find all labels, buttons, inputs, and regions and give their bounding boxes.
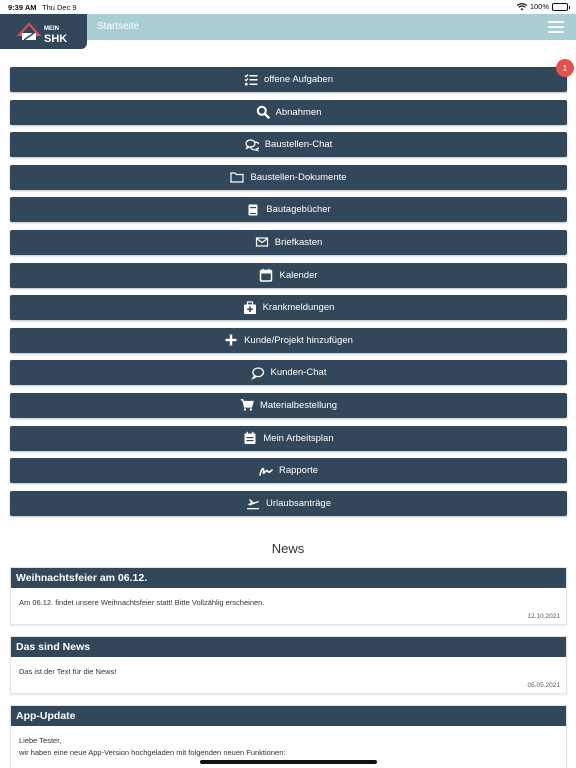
menu-button-materialbestellung[interactable] bbox=[10, 393, 567, 418]
calendar-icon bbox=[259, 268, 273, 282]
news-date: 12.10.2021 bbox=[527, 613, 560, 620]
menu-button-offene-aufgaben[interactable] bbox=[10, 63, 568, 92]
envelope-icon bbox=[255, 235, 269, 249]
menu-button-bautagebuecher[interactable] bbox=[10, 197, 567, 222]
menu-label: Baustellen-Dokumente bbox=[250, 171, 347, 183]
menu-button-mein-arbeitsplan[interactable] bbox=[10, 426, 567, 451]
news-title: Das sind News bbox=[11, 637, 566, 657]
news-body-line: Liebe Tester, bbox=[19, 736, 62, 745]
status-time: 9:39 AM bbox=[8, 3, 37, 12]
schedule-icon bbox=[243, 431, 257, 445]
status-right bbox=[517, 2, 568, 11]
menu-label: Materialbestellung bbox=[259, 399, 338, 411]
news-item[interactable] bbox=[10, 636, 567, 694]
menu-label: Mein Arbeitsplan bbox=[263, 432, 334, 444]
menu-label: Kunden-Chat bbox=[270, 367, 327, 379]
logo-text-bottom: SHK bbox=[44, 33, 68, 45]
news-body bbox=[11, 726, 566, 763]
wifi-icon bbox=[517, 3, 527, 11]
folder-icon bbox=[230, 170, 244, 184]
menu-label: Baustellen-Chat bbox=[264, 139, 333, 151]
menu-button-baustellen-dokumente[interactable] bbox=[10, 165, 567, 190]
news-body: Am 06.12. findet unsere Weihnachtsfeier statt! Bitte Vollzählig erscheinen. bbox=[19, 598, 265, 607]
logo-mark-icon bbox=[16, 21, 42, 43]
signature-icon bbox=[259, 464, 273, 478]
menu-button-kunden-chat[interactable] bbox=[10, 360, 567, 385]
menu-label: Abnahmen bbox=[275, 106, 322, 118]
plus-icon bbox=[224, 333, 238, 347]
menu-button-krankmeldungen[interactable] bbox=[10, 295, 567, 320]
book-icon bbox=[246, 203, 260, 217]
news-title: Weihnachtsfeier am 06.12. bbox=[11, 568, 566, 588]
main-menu bbox=[10, 63, 568, 523]
news-item[interactable] bbox=[10, 705, 567, 768]
chat-bubble-icon bbox=[251, 366, 265, 380]
news-item[interactable] bbox=[10, 567, 567, 625]
chat-bubbles-icon bbox=[245, 138, 259, 152]
status-bar bbox=[0, 0, 576, 14]
menu-label: Krankmeldungen bbox=[262, 302, 335, 314]
notification-badge: 1 bbox=[556, 59, 574, 77]
news-list bbox=[10, 567, 567, 768]
menu-label: Rapporte bbox=[278, 465, 319, 477]
menu-button-kalender[interactable] bbox=[10, 263, 567, 288]
news-title: App-Update bbox=[11, 706, 566, 726]
news-body-line: wir haben eine neue App-Version hochgeladen mit folgenden neuen Funktionen: bbox=[19, 748, 286, 757]
battery-percent: 100% bbox=[529, 2, 549, 11]
news-date: 05.05.2021 bbox=[527, 682, 560, 689]
menu-button-rapporte[interactable] bbox=[10, 458, 567, 483]
battery-icon bbox=[552, 3, 568, 11]
medical-kit-icon bbox=[243, 301, 257, 315]
menu-label: Urlaubsanträge bbox=[266, 497, 331, 509]
menu-button-baustellen-chat[interactable] bbox=[10, 132, 567, 157]
menu-label: Kalender bbox=[279, 269, 318, 281]
menu-button-urlaubsantraege[interactable] bbox=[10, 491, 567, 516]
menu-button-briefkasten[interactable] bbox=[10, 230, 567, 255]
plane-departure-icon bbox=[246, 496, 260, 510]
tasks-list-icon bbox=[244, 73, 258, 87]
menu-label: Briefkasten bbox=[274, 236, 323, 248]
home-indicator[interactable] bbox=[200, 760, 377, 764]
page-title: Startseite bbox=[97, 21, 140, 32]
hamburger-menu-icon[interactable] bbox=[548, 21, 564, 33]
menu-button-kunde-projekt-hinzufuegen[interactable] bbox=[10, 328, 567, 353]
shopping-cart-icon bbox=[240, 398, 254, 412]
news-heading: News bbox=[271, 541, 305, 556]
news-body: Das ist der Text für die News! bbox=[19, 667, 117, 676]
menu-button-abnahmen[interactable] bbox=[10, 100, 567, 125]
logo-text-top: MEIN bbox=[44, 26, 59, 32]
menu-label: Bautagebücher bbox=[266, 204, 331, 216]
status-date: Thu Dec 9 bbox=[42, 3, 77, 12]
menu-label: Kunde/Projekt hinzufügen bbox=[244, 334, 353, 346]
app-logo[interactable] bbox=[0, 14, 87, 49]
menu-label: offene Aufgaben bbox=[263, 74, 334, 85]
search-icon bbox=[256, 105, 270, 119]
